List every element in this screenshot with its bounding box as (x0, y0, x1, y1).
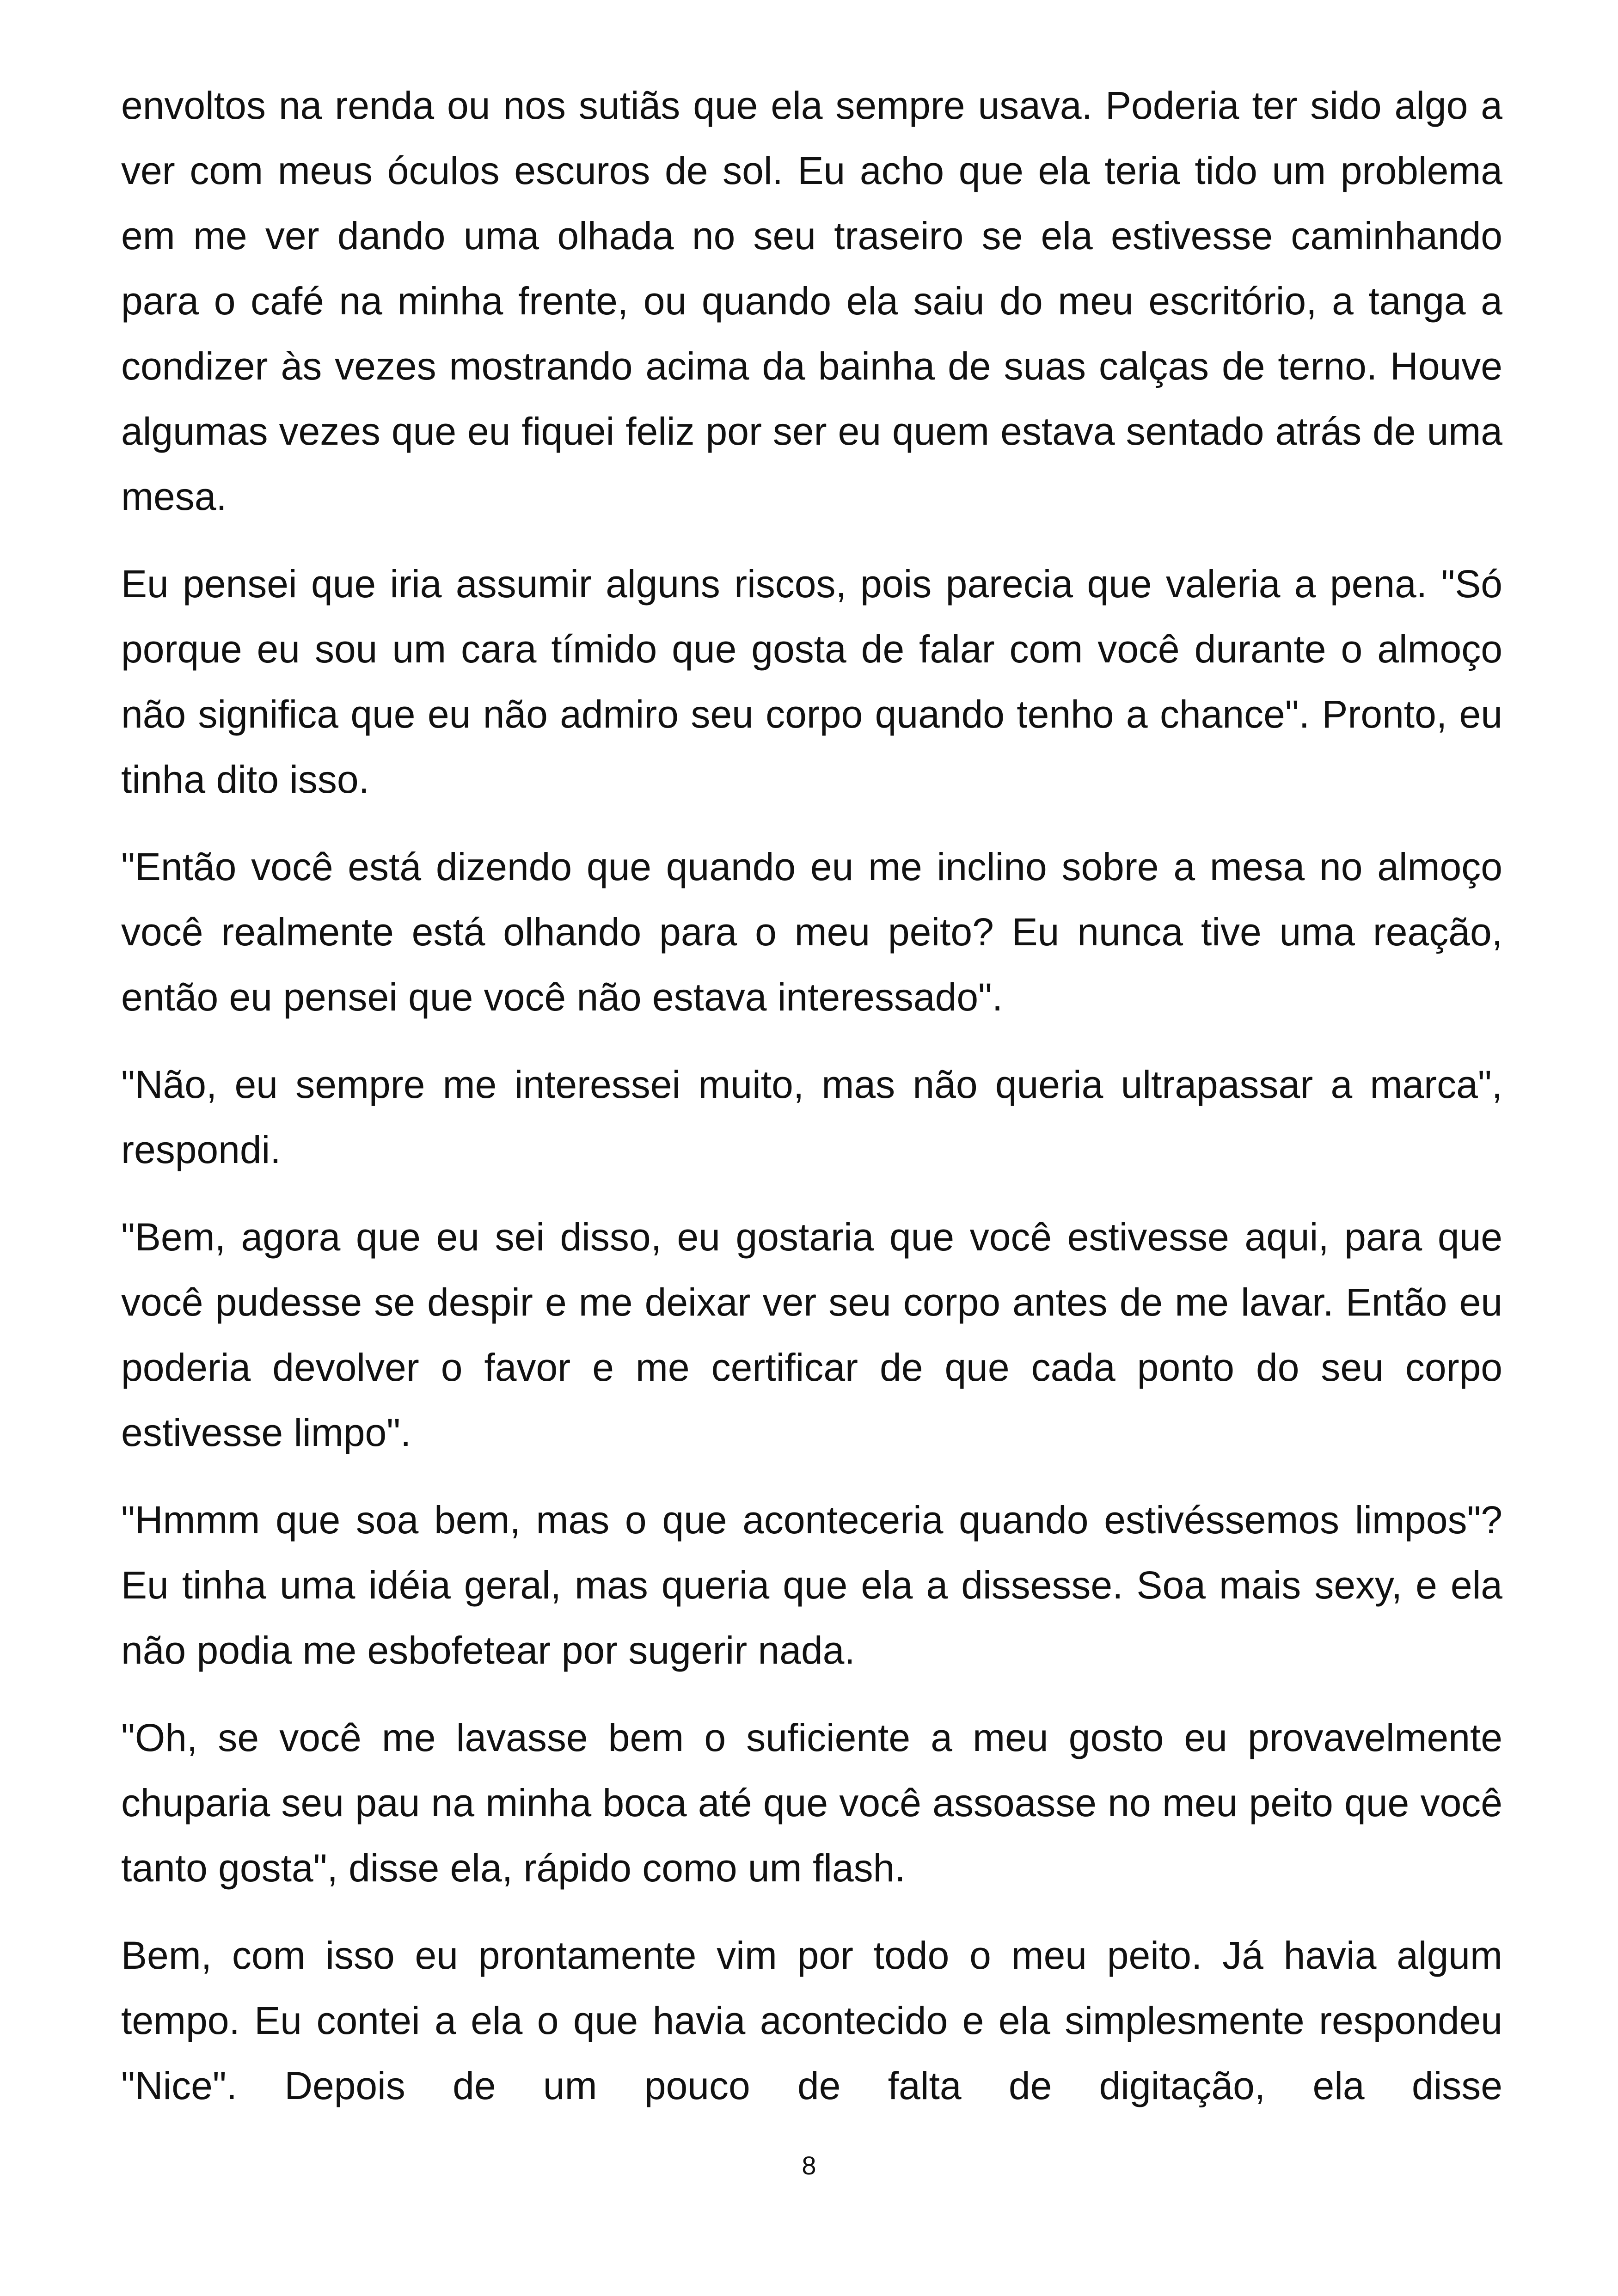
paragraph-7: "Oh, se você me lavasse bem o suficiente a meu gosto eu provavelmente chuparia seu pau na minha boca até que você assoasse no meu peito que você tanto gosta", disse ela, rápido como um flash. (121, 1716, 1502, 1890)
paragraph-4: "Não, eu sempre me interessei muito, mas não queria ultrapassar a marca", respondi. (121, 1063, 1502, 1171)
paragraph-6: "Hmmm que soa bem, mas o que aconteceria quando estivéssemos limpos"? Eu tinha uma idéia geral, mas queria que ela a dissesse. Soa mais sexy, e ela não podia me esbofetear por sugerir nada. (121, 1498, 1502, 1672)
page-number: 8 (802, 2151, 816, 2180)
document-body (121, 73, 1502, 2118)
paragraph-8: Bem, com isso eu prontamente vim por todo o meu peito. Já havia algum tempo. Eu contei a ela o que havia acontecido e ela simplesmente respondeu "Nice". Depois de um pouco de falta de digitação, ela disse (121, 1934, 1502, 2107)
paragraph-5: "Bem, agora que eu sei disso, eu gostaria que você estivesse aqui, para que você pudesse se despir e me deixar ver seu corpo antes de me lavar. Então eu poderia devolver o favor e me certificar de que cada ponto do seu corpo estivesse limpo". (121, 1215, 1502, 1454)
paragraph-2: Eu pensei que iria assumir alguns riscos, pois parecia que valeria a pena. "Só porque eu sou um cara tímido que gosta de falar com você durante o almoço não significa que eu não admiro seu corpo quando tenho a chance". Pronto, eu tinha dito isso. (121, 562, 1502, 801)
paragraph-1: envoltos na renda ou nos sutiãs que ela sempre usava. Poderia ter sido algo a ver com meus óculos escuros de sol. Eu acho que ela teria tido um problema em me ver dando uma olhada no seu traseiro se ela estivesse caminhando para o café na minha frente, ou quando ela saiu do meu escritório, a tanga a condizer às vezes mostrando acima da bainha de suas calças de terno. Houve algumas vezes que eu fiquei feliz por ser eu quem estava sentado atrás de uma mesa. (121, 84, 1502, 518)
paragraph-3: "Então você está dizendo que quando eu me inclino sobre a mesa no almoço você realmente está olhando para o meu peito? Eu nunca tive uma reação, então eu pensei que você não estava interessado". (121, 845, 1502, 1019)
